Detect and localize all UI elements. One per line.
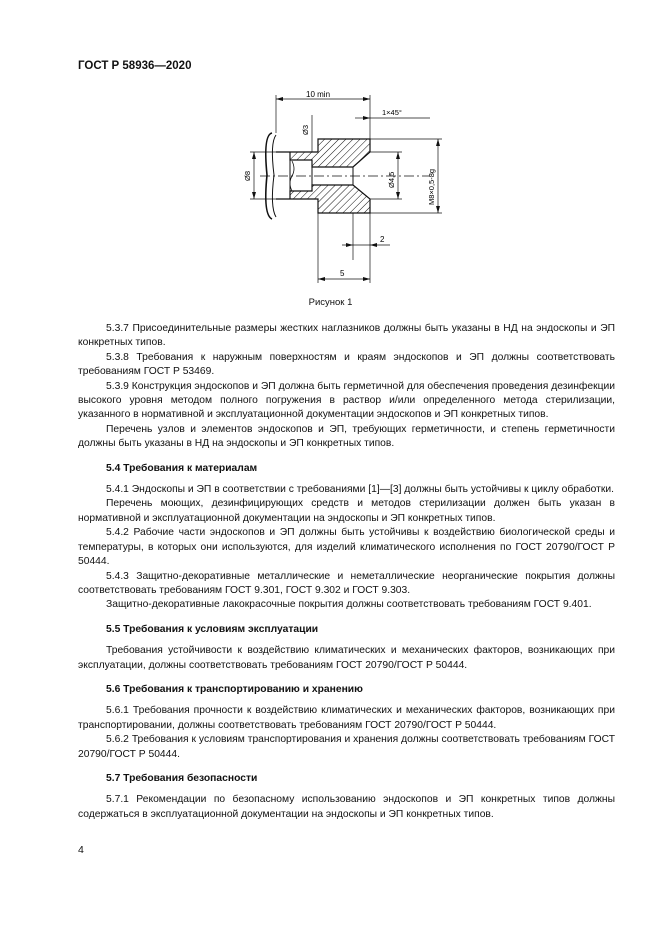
heading-5-7: 5.7 Требования безопасности bbox=[106, 772, 258, 784]
page-header-standard: ГОСТ Р 58936—2020 bbox=[78, 60, 192, 72]
dim-5: 5 bbox=[340, 269, 345, 278]
paragraph-5-4-3: 5.4.3 Защитно-декоративные металлические и неметаллические неорганические покрытия должны соответствовать требованиям ГОСТ 9.301, ГОСТ 9.302 и ГОСТ 9.303. bbox=[78, 570, 615, 596]
dim-d8: Ø8 bbox=[243, 170, 252, 181]
paragraph-5-6-2: 5.6.2 Требования к условиям транспортирования и хранения должны соответствовать требованиям ГОСТ 20790/ГОСТ Р 50444. bbox=[78, 734, 615, 760]
dim-thread: M8×0,5-8g bbox=[427, 168, 436, 205]
paragraph-5-4-1-list: Перечень моющих, дезинфицирующих средств и методов стерилизации должен быть указан в нормативной и эксплуатационной документации на эндоскопы и ЭП конкретных типов. bbox=[78, 498, 615, 524]
paragraph-5-3-9: 5.3.9 Конструкция эндоскопов и ЭП должна быть герметичной для обеспечения проведения дезинфекции высокого уровня методом полного погружения в раствор и/или определенного метода стерилизации, указанного в нормативной и эксплуатационной документации эндоскопов и ЭП конкретных типов. bbox=[78, 380, 615, 421]
dim-10min: 10 min bbox=[306, 90, 331, 99]
heading-5-6: 5.6 Требования к транспортированию и хранению bbox=[106, 683, 363, 695]
dim-d3: Ø3 bbox=[301, 124, 310, 135]
figure-caption: Рисунок 1 bbox=[308, 297, 353, 308]
dim-d45: Ø4,5 bbox=[387, 171, 396, 188]
dim-chamfer: 1×45° bbox=[382, 108, 402, 117]
paragraph-5-3-7: 5.3.7 Присоединительные размеры жестких наглазников должны быть указаны в НД на эндоскопы и ЭП конкретных типов. bbox=[78, 323, 615, 349]
paragraph-5-6-1: 5.6.1 Требования прочности к воздействию климатических и механических факторов, возникающих при транспортировании, должны соответствовать требованиям ГОСТ 20790/ГОСТ Р 50444. bbox=[78, 705, 615, 731]
heading-5-4: 5.4 Требования к материалам bbox=[106, 462, 258, 474]
paragraph-5-4-3-paint: Защитно-декоративные лакокрасочные покрытия должны соответствовать требованиям ГОСТ 9.401. bbox=[106, 599, 592, 611]
paragraph-5-7-1: 5.7.1 Рекомендации по безопасному использованию эндоскопов и ЭП конкретных типов должны содержаться в эксплуатационной документации на эндоскопы и ЭП конкретных типов. bbox=[78, 794, 615, 820]
eyecup-drawing-svg bbox=[230, 85, 460, 290]
paragraph-5-5: Требования устойчивости к воздействию климатических и механических факторов, возникающих при эксплуатации, должны соответствовать требованиям ГОСТ 20790/ГОСТ Р 50444. bbox=[78, 645, 615, 671]
dim-2: 2 bbox=[380, 235, 385, 244]
paragraph-5-4-2: 5.4.2 Рабочие части эндоскопов и ЭП должны быть устойчивы к воздействию биологической среды и температуры, в которых они используются, для изделий климатического исполнения по ГОСТ 20790/ГОСТ Р 50444. bbox=[78, 527, 615, 568]
paragraph-5-3-8: 5.3.8 Требования к наружным поверхностям и краям эндоскопов и ЭП должны соответствовать требованиям ГОСТ Р 53469. bbox=[78, 351, 615, 378]
technical-drawing bbox=[230, 85, 460, 290]
document-body bbox=[78, 322, 615, 822]
page-number: 4 bbox=[78, 844, 84, 856]
paragraph-5-4-1: 5.4.1 Эндоскопы и ЭП в соответствии с требованиями [1]—[3] должны быть устойчивы к циклу обработки. bbox=[106, 484, 614, 496]
heading-5-5: 5.5 Требования к условиям эксплуатации bbox=[106, 623, 319, 635]
paragraph-5-3-9-list: Перечень узлов и элементов эндоскопов и ЭП, требующих герметичности, и степень герметичности должны быть указаны в НД на эндоскопы и ЭП конкретных типов. bbox=[78, 423, 615, 450]
